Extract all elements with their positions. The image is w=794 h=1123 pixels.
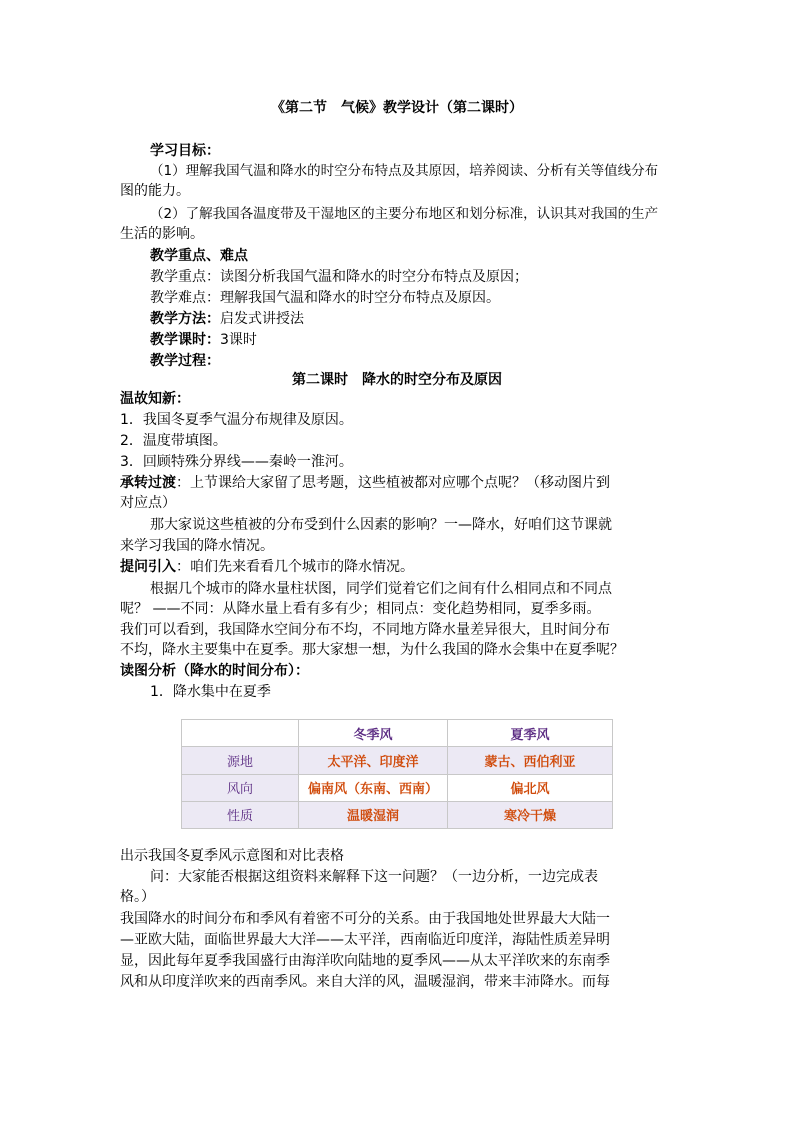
transition-label: 承转过渡 (120, 475, 176, 491)
table-cell: 偏南风（东南、西南） (299, 774, 448, 801)
document-title: 《第二节 气候》教学设计（第二课时） (271, 100, 523, 116)
question-line-1: 问：大家能否根据这组资料来解释下这一问题？（一边分析，一边完成表 (150, 869, 598, 885)
objective-2-line-1: （2）了解我国各温度带及干湿地区的主要分布地区和划分标准，认识其对我国的生产 (150, 206, 659, 222)
objective-1-line-1: （1）理解我国气温和降水的时空分布特点及其原因，培养阅读、分析有关等值线分布 (150, 163, 659, 179)
table-row (182, 774, 613, 801)
question-line-2: 格。） (120, 889, 155, 905)
transition-line-2: 对应点） (120, 495, 176, 511)
table-cell: 寒冷干燥 (448, 801, 613, 828)
intro-line (120, 557, 676, 577)
paragraph-1-line-1: 那大家说这些植被的分布受到什么因素的影响？一—降水，好咱们这节课就 (150, 517, 612, 533)
table-row (182, 801, 613, 828)
hours-label: 教学课时： (150, 332, 220, 348)
difficulty: 教学难点：理解我国气温和降水的时空分布特点及原因。 (150, 290, 500, 306)
table-cell: 太平洋、印度洋 (299, 747, 448, 774)
objective-1-line-2: 图的能力。 (120, 183, 190, 199)
table-row-label: 风向 (182, 774, 299, 801)
method-value: 启发式讲授法 (220, 311, 304, 327)
table-header-col2: 夏季风 (448, 720, 613, 747)
process-label: 教学过程： (150, 353, 220, 369)
intro-text: ：咱们先来看看几个城市的降水情况。 (176, 559, 414, 575)
show-text: 出示我国冬夏季风示意图和对比表格 (120, 848, 344, 864)
review-item-1: 1．我国冬夏季气温分布规律及原因。 (120, 412, 353, 428)
table-row (182, 747, 613, 774)
table-cell: 偏北风 (448, 774, 613, 801)
key-heading: 教学重点、难点 (150, 248, 248, 264)
review-label: 温故知新： (120, 391, 190, 407)
review-item-3: 3．回顾特殊分界线——秦岭一淮河。 (120, 454, 353, 470)
paragraph-3-line-4: 风和从印度洋吹来的西南季风。来自大洋的风，温暖湿润，带来丰沛降水。而每 (120, 974, 610, 990)
table-row-label: 源地 (182, 747, 299, 774)
hours-value: 3课时 (220, 332, 257, 348)
key-point: 教学重点：读图分析我国气温和降水的时空分布特点及原因； (150, 269, 528, 285)
paragraph-2-line-1: 根据几个城市的降水量柱状图，同学们觉着它们之间有什么相同点和不同点 (150, 581, 612, 597)
paragraph-1-line-2: 来学习我国的降水情况。 (120, 538, 274, 554)
table-row-label: 性质 (182, 801, 299, 828)
paragraph-2-line-3: 我们可以看到，我国降水空间分布不均，不同地方降水量差异很大，且时间分布 (120, 622, 610, 638)
hours-line (150, 330, 706, 350)
table-cell: 温暖湿润 (299, 801, 448, 828)
paragraph-2-line-4: 不均，降水主要集中在夏季。那大家想一想，为什么我国的降水会集中在夏季呢？ (120, 642, 624, 658)
objectives-heading: 学习目标： (150, 143, 220, 159)
paragraph-3-line-2: —亚欧大陆，面临世界最大大洋——太平洋，西南临近印度洋，海陆性质差异明 (120, 932, 610, 948)
table-cell: 蒙古、西伯利亚 (448, 747, 613, 774)
lesson-title: 第二课时 降水的时空分布及原因 (292, 372, 502, 388)
transition-line (120, 473, 676, 493)
analysis-item: 1．降水集中在夏季 (150, 684, 271, 700)
transition-text: ：上节课给大家留了思考题，这些植被都对应哪个点呢？（移动图片到 (176, 475, 610, 491)
paragraph-2-line-2: 呢？ ——不同：从降水量上看有多有少；相同点：变化趋势相同，夏季多雨。 (120, 601, 601, 617)
analysis-heading: 读图分析（降水的时间分布）： (120, 663, 309, 679)
table-header-col1: 冬季风 (299, 720, 448, 747)
monsoon-comparison-table (181, 719, 613, 829)
paragraph-3-line-1: 我国降水的时间分布和季风有着密不可分的关系。由于我国地处世界最大大陆一 (120, 911, 610, 927)
intro-label: 提问引入 (120, 559, 176, 575)
table-header-row (182, 720, 613, 747)
table-corner-cell (182, 720, 299, 747)
method-line (150, 309, 706, 329)
review-item-2: 2．温度带填图。 (120, 433, 227, 449)
paragraph-3-line-3: 显，因此每年夏季我国盛行由海洋吹向陆地的夏季风——从太平洋吹来的东南季 (120, 953, 610, 969)
method-label: 教学方法： (150, 311, 220, 327)
objective-2-line-2: 生活的影响。 (120, 226, 204, 242)
